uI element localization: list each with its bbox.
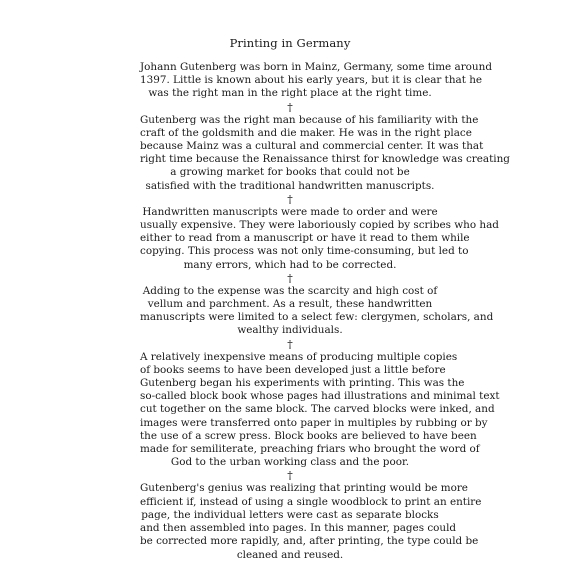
paragraph (140, 284, 494, 338)
text-line: made for semiliterate, preaching friars who brought the word of (140, 443, 480, 456)
paragraph (140, 350, 500, 470)
text-line: be corrected more rapidly, and, after printing, the type could be (140, 535, 479, 548)
text-line: usually expensive. They were laboriously copied by scribes who had (140, 219, 499, 232)
text-line: was the right man in the right place at the right time. (148, 87, 432, 100)
dagger-separator: † (287, 469, 293, 483)
text-line: and then assembled into pages. In this manner, pages could (140, 522, 457, 535)
text-line: A relatively inexpensive means of producing multiple copies (140, 350, 458, 363)
text-line: so-called block book whose pages had illustrations and minimal text (140, 390, 500, 403)
paragraph (140, 482, 482, 561)
text-line: page, the individual letters were cast as separate blocks (141, 508, 439, 521)
text-line: many errors, which had to be corrected. (183, 258, 397, 271)
dagger-separator: † (287, 100, 293, 114)
text-line: copying. This process was not only time-consuming, but led to (140, 245, 469, 258)
text-line: right time because the Renaissance thirst for knowledge was creating (140, 153, 510, 166)
text-line: craft of the goldsmith and die maker. He was in the right place (140, 126, 472, 139)
document-body (140, 61, 510, 562)
text-line: satisfied with the traditional handwritten manuscripts. (145, 179, 435, 192)
text-line: because Mainz was a cultural and commercial center. It was that (140, 140, 484, 153)
text-line: wealthy individuals. (237, 324, 343, 337)
text-line: Adding to the expense was the scarcity and high cost of (142, 284, 438, 297)
paragraph (140, 113, 510, 193)
text-line: cut together on the same block. The carved blocks were inked, and (140, 403, 495, 416)
text-line: vellum and parchment. As a result, these handwritten (147, 298, 433, 311)
text-line: efficient if, instead of using a single woodblock to print an entire (140, 495, 482, 508)
text-line: a growing market for books that could not be (170, 166, 410, 179)
text-line: of books seems to have been developed just a little before (140, 363, 446, 376)
paragraph (140, 61, 492, 101)
text-line: Gutenberg was the right man because of his familiarity with the (140, 113, 479, 126)
text-line: Johann Gutenberg was born in Mainz, Germany, some time around (140, 61, 492, 73)
text-line: Handwritten manuscripts were made to order and were (142, 205, 438, 218)
text-line: God to the urban working class and the poor. (170, 456, 410, 469)
text-line: Gutenberg began his experiments with printing. This was the (140, 377, 465, 390)
dagger-separator: † (287, 271, 293, 285)
text-line: the use of a screw press. Block books are believed to have been (140, 429, 477, 442)
paragraph (140, 205, 499, 272)
page-title: Printing in Germany (229, 36, 351, 50)
text-line: manuscripts were limited to a select few: clergymen, scholars, and (140, 311, 494, 324)
text-line: cleaned and reused. (236, 548, 344, 561)
dagger-separator: † (287, 192, 293, 206)
dagger-separator: † (287, 337, 293, 351)
text-line: either to read from a manuscript or have it read to them while (140, 232, 470, 245)
text-line: 1397. Little is known about his early years, but it is clear that he (140, 74, 483, 87)
text-line: Gutenberg's genius was realizing that printing would be more (140, 482, 468, 495)
text-line: images were transferred onto paper in multiples by rubbing or by (140, 416, 488, 429)
